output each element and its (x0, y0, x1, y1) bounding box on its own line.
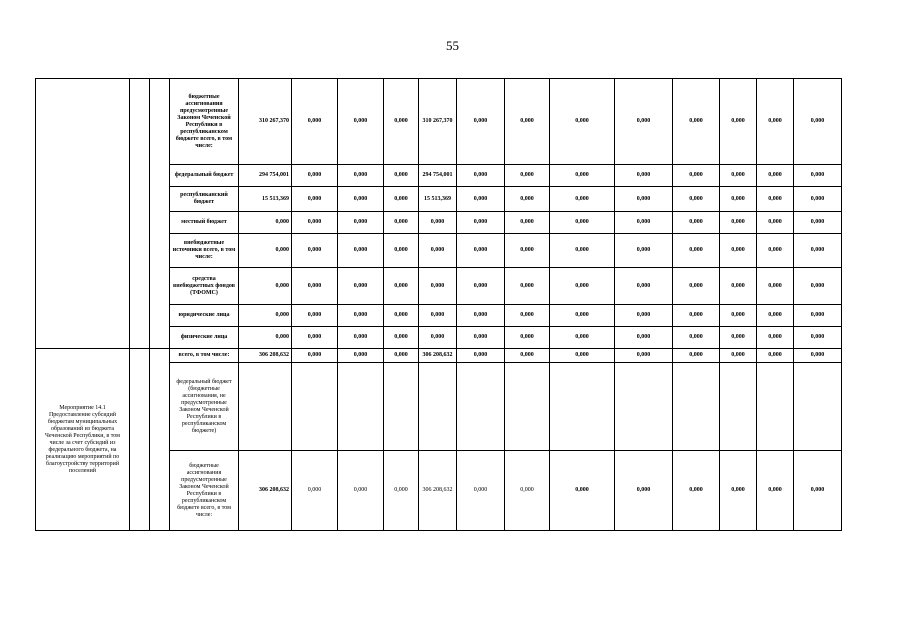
value-cell: 0,000 (338, 79, 384, 165)
empty-col-c (150, 79, 170, 349)
value-cell: 0,000 (457, 327, 505, 349)
value-cell: 0,000 (615, 268, 673, 305)
value-cell: 0,000 (794, 327, 842, 349)
value-cell: 0,000 (457, 451, 505, 531)
value-cell: 0,000 (794, 234, 842, 268)
row-label: республиканский бюджет (170, 187, 239, 212)
value-cell: 0,000 (384, 349, 419, 363)
value-cell: 0,000 (720, 349, 757, 363)
value-cell: 0,000 (384, 451, 419, 531)
value-cell: 0,000 (757, 212, 794, 234)
value-cell (338, 363, 384, 451)
value-cell (720, 363, 757, 451)
value-cell: 0,000 (615, 349, 673, 363)
value-cell: 0,000 (673, 187, 720, 212)
value-cell: 310 267,370 (239, 79, 292, 165)
row-label: бюджетные ассигнования предусмотренные Законом Чеченской Республики в республиканском бюджете всего, в том числе: (170, 79, 239, 165)
value-cell: 0,000 (550, 165, 615, 187)
value-cell: 0,000 (292, 268, 338, 305)
value-cell: 0,000 (615, 165, 673, 187)
value-cell: 0,000 (338, 327, 384, 349)
activity-title: Мероприятие 14.1 Предоставление субсидий бюджетам муниципальных образований из бюджета Чеченской Республики, в том числе за счет субсидий из федерального бюджета, на реализацию мероприятий по благоустройству территорий поселений (36, 349, 130, 531)
value-cell: 0,000 (615, 187, 673, 212)
value-cell: 0,000 (550, 349, 615, 363)
value-cell: 0,000 (720, 187, 757, 212)
value-cell: 0,000 (239, 305, 292, 327)
value-cell: 0,000 (720, 451, 757, 531)
value-cell: 0,000 (384, 234, 419, 268)
value-cell: 0,000 (419, 234, 457, 268)
value-cell: 0,000 (720, 327, 757, 349)
value-cell: 0,000 (292, 305, 338, 327)
table-row (36, 79, 842, 165)
value-cell: 0,000 (239, 268, 292, 305)
value-cell: 0,000 (292, 349, 338, 363)
value-cell: 0,000 (239, 327, 292, 349)
value-cell (384, 363, 419, 451)
empty-col-b (130, 349, 150, 531)
value-cell: 0,000 (457, 212, 505, 234)
budget-table (35, 78, 842, 531)
value-cell: 0,000 (615, 305, 673, 327)
value-cell: 0,000 (338, 349, 384, 363)
value-cell: 0,000 (505, 212, 550, 234)
value-cell: 0,000 (720, 305, 757, 327)
value-cell: 0,000 (338, 305, 384, 327)
value-cell (292, 363, 338, 451)
value-cell: 0,000 (794, 451, 842, 531)
value-cell: 310 267,370 (419, 79, 457, 165)
value-cell: 0,000 (505, 234, 550, 268)
value-cell: 0,000 (239, 234, 292, 268)
value-cell: 0,000 (384, 79, 419, 165)
row-label: средства внебюджетных фондов (ТФОМС) (170, 268, 239, 305)
value-cell: 0,000 (757, 165, 794, 187)
value-cell: 0,000 (292, 234, 338, 268)
value-cell: 0,000 (292, 327, 338, 349)
value-cell: 0,000 (757, 234, 794, 268)
value-cell: 0,000 (615, 327, 673, 349)
value-cell: 0,000 (615, 79, 673, 165)
value-cell: 0,000 (384, 187, 419, 212)
value-cell (757, 363, 794, 451)
value-cell: 0,000 (338, 212, 384, 234)
value-cell: 0,000 (457, 79, 505, 165)
value-cell: 0,000 (457, 187, 505, 212)
value-cell: 15 513,369 (239, 187, 292, 212)
value-cell: 0,000 (384, 327, 419, 349)
value-cell: 0,000 (338, 268, 384, 305)
row-label: федеральный бюджет (170, 165, 239, 187)
page-number: 55 (446, 38, 459, 53)
value-cell: 0,000 (457, 349, 505, 363)
value-cell: 0,000 (794, 212, 842, 234)
value-cell (239, 363, 292, 451)
value-cell: 0,000 (757, 349, 794, 363)
value-cell: 0,000 (794, 349, 842, 363)
value-cell: 0,000 (384, 212, 419, 234)
empty-col-b (130, 79, 150, 349)
value-cell: 0,000 (673, 79, 720, 165)
value-cell: 0,000 (673, 234, 720, 268)
value-cell: 306 208,632 (419, 451, 457, 531)
value-cell: 0,000 (505, 165, 550, 187)
value-cell: 0,000 (505, 79, 550, 165)
value-cell: 0,000 (457, 305, 505, 327)
value-cell: 0,000 (338, 234, 384, 268)
value-cell: 0,000 (292, 187, 338, 212)
value-cell: 0,000 (794, 305, 842, 327)
value-cell: 0,000 (673, 349, 720, 363)
value-cell (505, 363, 550, 451)
value-cell: 0,000 (505, 349, 550, 363)
value-cell: 0,000 (419, 305, 457, 327)
row-label: бюджетные ассигнования предусмотренные Законом Чеченской Республики в республиканском бюджете всего, в том числе: (170, 451, 239, 531)
value-cell: 0,000 (757, 451, 794, 531)
value-cell: 0,000 (384, 305, 419, 327)
row-label: федеральный бюджет (бюджетные ассигнования, не предусмотренные Законом Чеченской Республики в республиканском бюджете) (170, 363, 239, 451)
empty-col-a (36, 79, 130, 349)
value-cell: 0,000 (673, 268, 720, 305)
value-cell: 0,000 (794, 268, 842, 305)
value-cell: 0,000 (794, 79, 842, 165)
value-cell: 0,000 (794, 187, 842, 212)
value-cell: 0,000 (550, 327, 615, 349)
value-cell: 0,000 (550, 187, 615, 212)
value-cell: 0,000 (457, 234, 505, 268)
value-cell (673, 363, 720, 451)
value-cell: 0,000 (505, 305, 550, 327)
row-label: физические лица (170, 327, 239, 349)
row-label: всего, в том числе: (170, 349, 239, 363)
value-cell: 0,000 (419, 327, 457, 349)
value-cell: 0,000 (550, 234, 615, 268)
value-cell: 0,000 (757, 305, 794, 327)
value-cell: 0,000 (239, 212, 292, 234)
value-cell: 0,000 (673, 305, 720, 327)
value-cell: 0,000 (457, 268, 505, 305)
value-cell: 0,000 (673, 212, 720, 234)
value-cell: 0,000 (505, 268, 550, 305)
value-cell: 0,000 (720, 268, 757, 305)
value-cell (615, 363, 673, 451)
value-cell: 0,000 (720, 165, 757, 187)
value-cell: 0,000 (292, 451, 338, 531)
value-cell: 0,000 (457, 165, 505, 187)
value-cell: 0,000 (757, 327, 794, 349)
value-cell: 0,000 (720, 79, 757, 165)
value-cell: 0,000 (338, 451, 384, 531)
value-cell: 0,000 (615, 234, 673, 268)
value-cell (550, 363, 615, 451)
value-cell: 0,000 (550, 212, 615, 234)
value-cell: 294 754,001 (419, 165, 457, 187)
value-cell: 0,000 (292, 79, 338, 165)
table-row (36, 349, 842, 363)
value-cell: 306 208,632 (239, 349, 292, 363)
value-cell: 0,000 (757, 268, 794, 305)
value-cell: 0,000 (338, 187, 384, 212)
value-cell: 0,000 (673, 165, 720, 187)
value-cell: 0,000 (292, 165, 338, 187)
value-cell: 306 208,632 (419, 349, 457, 363)
value-cell: 0,000 (505, 451, 550, 531)
value-cell: 0,000 (615, 451, 673, 531)
value-cell: 0,000 (505, 187, 550, 212)
value-cell: 0,000 (720, 234, 757, 268)
value-cell: 0,000 (338, 165, 384, 187)
value-cell (794, 363, 842, 451)
value-cell: 0,000 (550, 79, 615, 165)
value-cell: 0,000 (757, 79, 794, 165)
value-cell (419, 363, 457, 451)
row-label: юридические лица (170, 305, 239, 327)
value-cell (457, 363, 505, 451)
value-cell: 0,000 (505, 327, 550, 349)
value-cell: 0,000 (673, 451, 720, 531)
row-label: внебюджетные источники всего, в том числе: (170, 234, 239, 268)
value-cell: 15 513,369 (419, 187, 457, 212)
value-cell: 0,000 (550, 305, 615, 327)
value-cell: 0,000 (794, 165, 842, 187)
value-cell: 306 208,632 (239, 451, 292, 531)
value-cell: 0,000 (292, 212, 338, 234)
value-cell: 0,000 (673, 327, 720, 349)
value-cell: 0,000 (757, 187, 794, 212)
value-cell: 0,000 (615, 212, 673, 234)
value-cell: 0,000 (419, 268, 457, 305)
value-cell: 294 754,001 (239, 165, 292, 187)
value-cell: 0,000 (419, 212, 457, 234)
value-cell: 0,000 (720, 212, 757, 234)
empty-col-c (150, 349, 170, 531)
value-cell: 0,000 (550, 451, 615, 531)
row-label: местный бюджет (170, 212, 239, 234)
value-cell: 0,000 (384, 165, 419, 187)
value-cell: 0,000 (550, 268, 615, 305)
value-cell: 0,000 (384, 268, 419, 305)
